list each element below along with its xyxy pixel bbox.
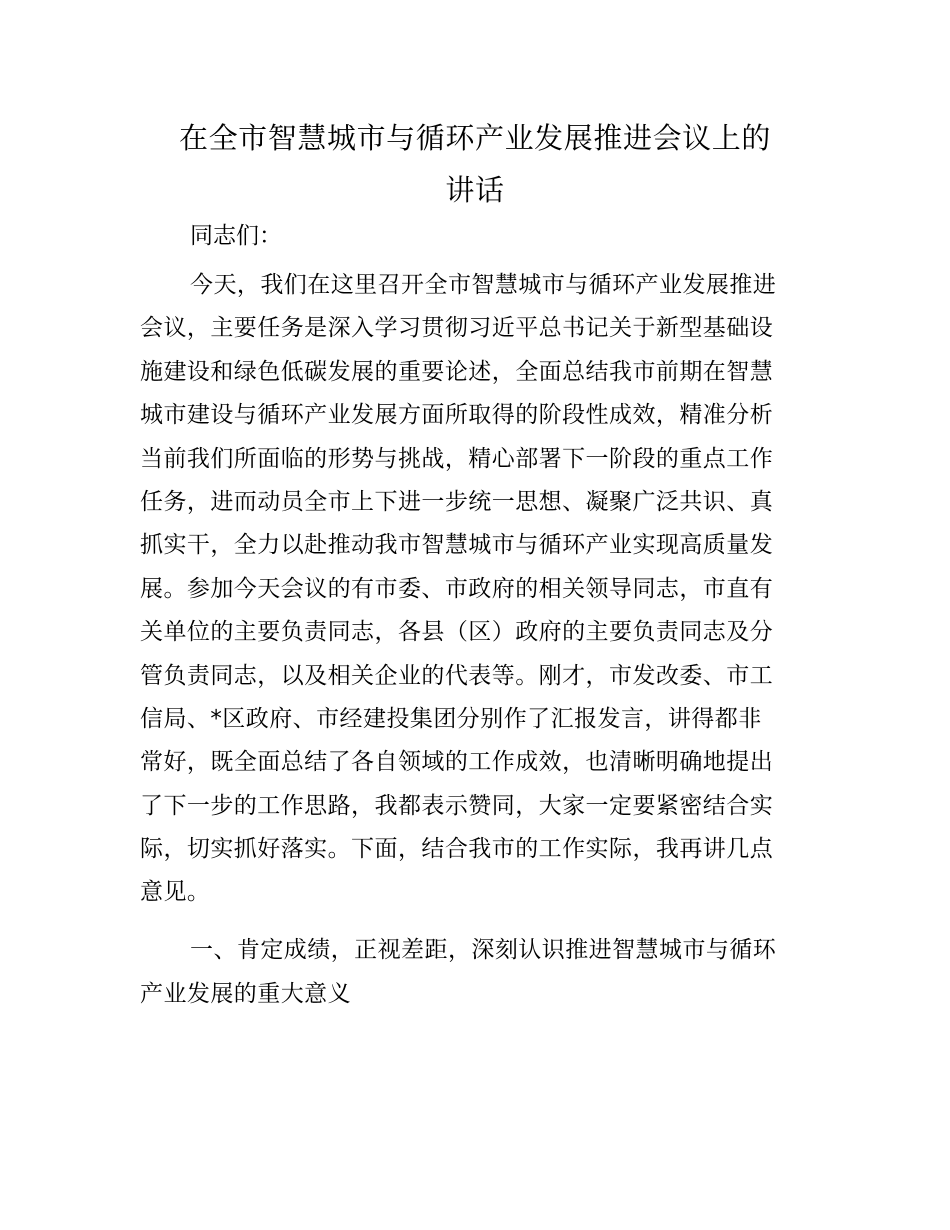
paragraph-line: 会议，主要任务是深入学习贯彻习近平总书记关于新型基础设 [140,315,774,342]
paragraph-line: 关单位的主要负责同志，各县（区）政府的主要负责同志及分 [140,619,774,646]
document-title [140,112,810,216]
paragraph-line: 常好，既全面总结了各自领域的工作成效，也清晰明确地提出 [140,749,774,776]
title-line-2: 讲话 [445,173,505,207]
paragraph-line: 际，切实抓好落实。下面，结合我市的工作实际，我再讲几点 [140,836,774,863]
section-heading-line: 一、肯定成绩，正视差距，深刻认识推进智慧城市与循环 [190,937,777,963]
paragraph-line: 信局、*区政府、市经建投集团分别作了汇报发言，讲得都非 [140,705,762,732]
paragraph-line: 任务，进而动员全市上下进一步统一思想、凝聚广泛共识、真 [140,488,774,515]
paragraph-line: 当前我们所面临的形势与挑战，精心部署下一阶段的重点工作 [140,445,774,472]
paragraph-line: 展。参加今天会议的有市委、市政府的相关领导同志，市直有 [140,575,774,602]
paragraph-line: 城市建设与循环产业发展方面所取得的阶段性成效，精准分析 [140,402,774,429]
opening-paragraph [140,264,820,915]
section-heading [140,928,820,1016]
salutation: 同志们： [190,223,282,249]
paragraph-line: 施建设和绿色低碳发展的重要论述，全面总结我市前期在智慧 [140,358,774,385]
paragraph-line: 抓实干，全力以赴推动我市智慧城市与循环产业实现高质量发 [140,532,774,559]
paragraph-line: 意见。 [140,879,211,906]
paragraph-line: 今天，我们在这里召开全市智慧城市与循环产业发展推进 [190,272,777,298]
paragraph-line: 了下一步的工作思路，我都表示赞同，大家一定要紧密结合实 [140,792,774,819]
paragraph-line: 管负责同志，以及相关企业的代表等。刚才，市发改委、市工 [140,662,774,689]
section-heading-line: 产业发展的重大意义 [140,981,352,1007]
title-line-1: 在全市智慧城市与循环产业发展推进会议上的 [178,121,771,155]
